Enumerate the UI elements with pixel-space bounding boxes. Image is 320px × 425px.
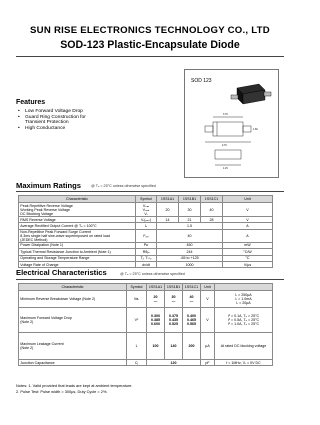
title-rule [16,56,284,57]
svg-text:1.15: 1.15 [223,167,228,170]
features-list [18,109,86,131]
column-header: 1SS1A1 [147,284,165,291]
table-cell: 20 — [147,291,165,308]
column-header: Symbol [127,284,147,291]
table-cell: 1000 [157,261,223,267]
table-cell: 40 [201,203,223,217]
bullet-icon: • [18,125,20,131]
max-ratings-rule [16,191,284,192]
table-cell: Iₒ [136,223,157,229]
table-cell: Non-Repetitive Peak Forward Surge Current 8.3ms single half sine-wave superimposed on rated load (JEDEC Method) [19,229,136,242]
electrical-rule [16,279,284,280]
company-name: SUN RISE ELECTRONICS TECHNOLOGY CO., LTD [30,25,270,36]
table-cell: °C [223,255,273,261]
electrical-table [18,283,273,366]
feature-item: • Low Forward Voltage Drop [18,109,83,114]
table-row [19,229,273,242]
table-cell: Pᴅ [136,242,157,248]
table-row [19,360,273,366]
table-cell: 120 [147,360,201,366]
column-header: Characteristic [19,284,127,291]
table-cell: 0.300 0.385 0.600 [147,308,165,333]
table-cell: Operating and Storage Temperature Range [19,255,136,261]
bullet-icon: • [18,109,20,114]
table-cell: 140 [165,333,183,360]
table-cell: 28 [201,217,223,223]
column-header: 1SS1C1 [201,196,223,203]
table-cell: Rθⱼₐ [136,249,157,255]
features-heading: Features [16,99,46,106]
electrical-heading: Electrical Characteristics [16,268,107,277]
table-cell: Tⱼ, Tₛₜ₉ [136,255,157,261]
table-cell: Average Rectified Output Current @ Tₐ = 100°C [19,223,136,229]
table-cell: -65 to +125 [157,255,223,261]
table-cell: Power Dissipation (Note 1) [19,242,136,248]
table-cell: dv/dt [136,261,157,267]
table-cell: Maximum Leakage Current (Note 2) [19,333,127,360]
bullet-icon: • [18,114,20,120]
table-cell: 30 [179,203,201,217]
max-ratings-heading: Maximum Ratings [16,181,81,190]
svg-text:2.70: 2.70 [222,144,227,147]
table-cell: 244 [157,249,223,255]
table-cell: Voltage Rate of Change [19,261,136,267]
table-cell: 0.375 0.435 0.525 [165,308,183,333]
column-header: Unit [223,196,273,203]
document-title: SOD-123 Plastic-Encapsulate Diode [60,39,240,51]
table-cell: 0.400 0.465 0.565 [183,308,201,333]
table-cell: Peak Repetitive Reverse Voltage Working Peak Reverse Voltage DC Blocking Voltage [19,203,136,217]
table-cell: V [223,203,273,217]
table-cell: 1.5 [157,223,223,229]
column-header: Symbol [136,196,157,203]
table-cell: 21 [179,217,201,223]
table-cell: Vʙᵣ [127,291,147,308]
package-label: SOD 123 [191,78,212,84]
table-cell: Vᵣ(ᵣₘₛ) [136,217,157,223]
table-header-row [19,196,273,203]
feature-item: Transient Protection [25,120,69,126]
table-cell: mW [223,242,273,248]
column-header [215,284,273,291]
table-row [19,308,273,333]
svg-text:3.70: 3.70 [223,113,228,116]
table-cell: Iꟳ = 0.1A, Tₐ = 25°C Iꟳ = 0.5A, Tₐ = 25°C Iꟳ = 1.0A, Tₐ = 25°C [215,308,273,333]
table-row [19,261,273,267]
table-cell: At rated DC blocking voltage [215,333,273,360]
column-header: Characteristic [19,196,136,203]
diode-outline-drawing [185,70,280,179]
feature-item: • Guard Ring Construction for [18,114,86,120]
table-cell: A [223,223,273,229]
table-cell: 20 [157,203,179,217]
table-cell: Typical Thermal Resistance Junction to Ambient (Note 1) [19,249,136,255]
table-cell: RMS Reverse Voltage [19,217,136,223]
table-cell: f = 1MHz, Vᵣ = 0V DC [215,360,273,366]
table-cell: V [201,291,215,308]
table-cell: 200 [183,333,201,360]
table-cell: °C/W [223,249,273,255]
table-cell: 14 [157,217,179,223]
package-drawing [184,69,279,178]
table-row [19,333,273,360]
table-cell: μA [201,333,215,360]
table-cell: V/μs [223,261,273,267]
table-cell: 100 [147,333,165,360]
table-cell: Junction Capacitance [19,360,127,366]
table-row [19,203,273,217]
table-cell: Cⱼ [127,360,147,366]
feature-item: • High Conductance [18,125,66,131]
note-line: Notes: 1. Valid provided that leads are kept at ambient temperature. [16,383,133,388]
max-ratings-note: @ Tₐ = 25°C unless otherwise specified [91,184,156,188]
table-cell: Iꟳₛₘ [136,229,157,242]
notes [16,383,133,395]
table-cell: Minimum Reverse Breakdown Voltage (Note 2) [19,291,127,308]
table-cell: 40 — [183,291,201,308]
table-cell: 30 — [165,291,183,308]
electrical-note: @ Tₐ = 25°C unless otherwise specified [120,272,185,276]
max-ratings-table [18,195,273,268]
table-cell: V [201,308,215,333]
table-row [19,291,273,308]
table-cell: Maximum Forward Voltage Drop (Note 2) [19,308,127,333]
table-cell: pF [201,360,215,366]
table-cell: A [223,229,273,242]
table-cell: V [223,217,273,223]
table-cell: Vꟳ [127,308,147,333]
table-cell: Vᵣᵣₘ Vᵣᵥₘ Vᵣ [136,203,157,217]
table-cell: Iᵣ = 250μA Iᵣ = 1.0mA Iᵣ = 20μA [215,291,273,308]
table-cell: 450 [157,242,223,248]
table-cell: 40 [157,229,223,242]
table-header-row [19,284,273,291]
table-cell: Iᵣ [127,333,147,360]
note-line: 2. Pulse Test: Pulse width = 300μs, Duty Cycle = 2%. [16,388,108,394]
column-header: Unit [201,284,215,291]
column-header: 1SS1B1 [179,196,201,203]
column-header: 1SS1A1 [157,196,179,203]
svg-text:1.60: 1.60 [253,128,258,131]
column-header: 1SS1C1 [183,284,201,291]
column-header: 1SS1B1 [165,284,183,291]
